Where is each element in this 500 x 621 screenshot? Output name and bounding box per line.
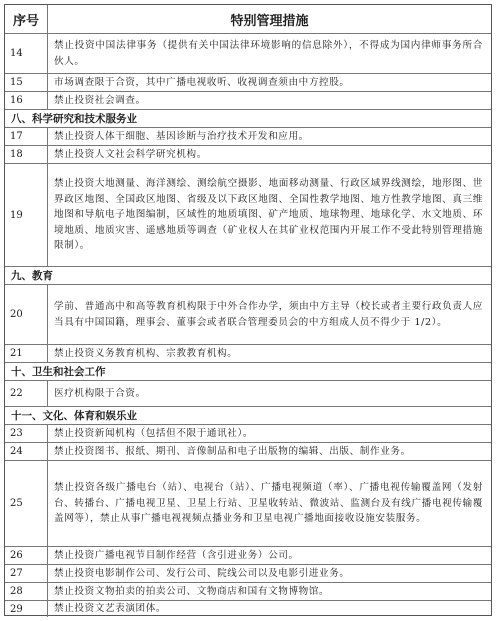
table-row [5, 582, 491, 600]
table-row [5, 91, 491, 109]
measure-text: 禁止投资各级广播电台（站）、电视台（站）、广播电视频道（率）、广播电视传输覆盖网（发射台、转播台、广播电视卫星、卫星上行站、卫星收转站、微波站、监测台及有线广播电视传输覆盖网等），禁止从事广播电视视频点播业务和卫星电视广播地面接收设施安装服务。 [54, 482, 483, 525]
section-heading-row [5, 406, 491, 424]
measure-text: 禁止投资社会调查。 [54, 94, 146, 106]
table-header [5, 5, 491, 33]
row-number: 15 [5, 74, 48, 91]
section-heading: 八、科学研究和技术服务业 [11, 113, 137, 125]
row-number: 16 [5, 92, 48, 109]
row-number: 19 [5, 164, 48, 266]
section-heading-row [5, 109, 491, 127]
row-number: 20 [5, 285, 48, 344]
table-row [5, 127, 491, 145]
section-heading: 十、卫生和社会工作 [11, 366, 106, 378]
table-row [5, 73, 491, 91]
table-row [5, 564, 491, 582]
row-number: 21 [5, 345, 48, 362]
row-number: 28 [5, 583, 48, 600]
table-row [5, 344, 491, 362]
table-row [5, 460, 491, 546]
section-heading-row [5, 362, 491, 380]
table-row [5, 546, 491, 564]
measure-text: 禁止投资图书、报纸、期刊、音像制品和电子出版物的编辑、出版、制作业务。 [54, 445, 411, 457]
measure-text: 禁止投资文艺表演团体。 [54, 603, 167, 615]
measure-text: 禁止投资人体干细胞、基因诊断与治疗技术开发和应用。 [54, 130, 309, 142]
measure-text: 禁止投资义务教育机构、宗教教育机构。 [54, 347, 238, 359]
row-number: 14 [5, 34, 48, 73]
table-row [5, 33, 491, 73]
row-number: 29 [5, 601, 48, 617]
measure-text: 禁止投资广播电视节目制作经营（含引进业务）公司。 [54, 549, 299, 561]
row-number: 25 [5, 461, 48, 546]
measure-text: 禁止投资文物拍卖的拍卖公司、文物商店和国有文物博物馆。 [54, 585, 330, 597]
row-number: 22 [5, 381, 48, 406]
measure-text: 禁止投资新闻机构（包括但不限于通讯社）。 [54, 427, 254, 439]
row-number: 18 [5, 146, 48, 163]
measures-table [4, 4, 492, 616]
table-row [5, 380, 491, 406]
row-number: 24 [5, 443, 48, 460]
measure-text: 学前、普通高中和高等教育机构限于中外合作办学，须由中方主导（校长或者主要行政负责人应当具有中国国籍，理事会、董事会或者联合管理委员会的中方组成人员不得少于 1/2）。 [54, 301, 483, 328]
measure-text: 医疗机构限于合资。 [54, 387, 146, 399]
header-measures-label: 特别管理措施 [230, 13, 309, 29]
section-heading: 十一、文化、体育和娱乐业 [11, 410, 137, 422]
row-number: 27 [5, 565, 48, 582]
measure-text: 禁止投资中国法律事务（提供有关中国法律环境影响的信息除外），不得成为国内律师事务所合伙人。 [54, 40, 483, 67]
row-number: 26 [5, 547, 48, 564]
table-row [5, 284, 491, 344]
measure-text: 市场调查限于合资，其中广播电视收听、收视调查须由中方控股。 [54, 76, 350, 88]
section-heading: 九、教育 [11, 270, 53, 282]
table-row [5, 163, 491, 266]
measure-text: 禁止投资电影制作公司、发行公司、院线公司以及电影引进业务。 [54, 567, 350, 579]
measure-text: 禁止投资人文社会科学研究机构。 [54, 148, 207, 160]
row-number: 23 [5, 425, 48, 442]
header-number-label: 序号 [5, 5, 48, 33]
table-row [5, 600, 491, 617]
row-number: 17 [5, 128, 48, 145]
measure-text: 禁止投资大地测量、海洋测绘、测绘航空摄影、地面移动测量、行政区域界线测绘，地形图、世界政区地图、全国政区地图、省级及以下政区地图、全国性教学地图、地方性教学地图、真三维地图和导航电子地图编制，区域性的地质填图、矿产地质、地球物理、地球化学、水文地质、环境地质、地质灾害、遥感地质等调查（矿业权人在其矿业权范围内开展工作不受此特别管理措施限制）。 [54, 178, 483, 252]
section-heading-row [5, 266, 491, 284]
table-row [5, 145, 491, 163]
table-row [5, 424, 491, 442]
table-row [5, 442, 491, 460]
